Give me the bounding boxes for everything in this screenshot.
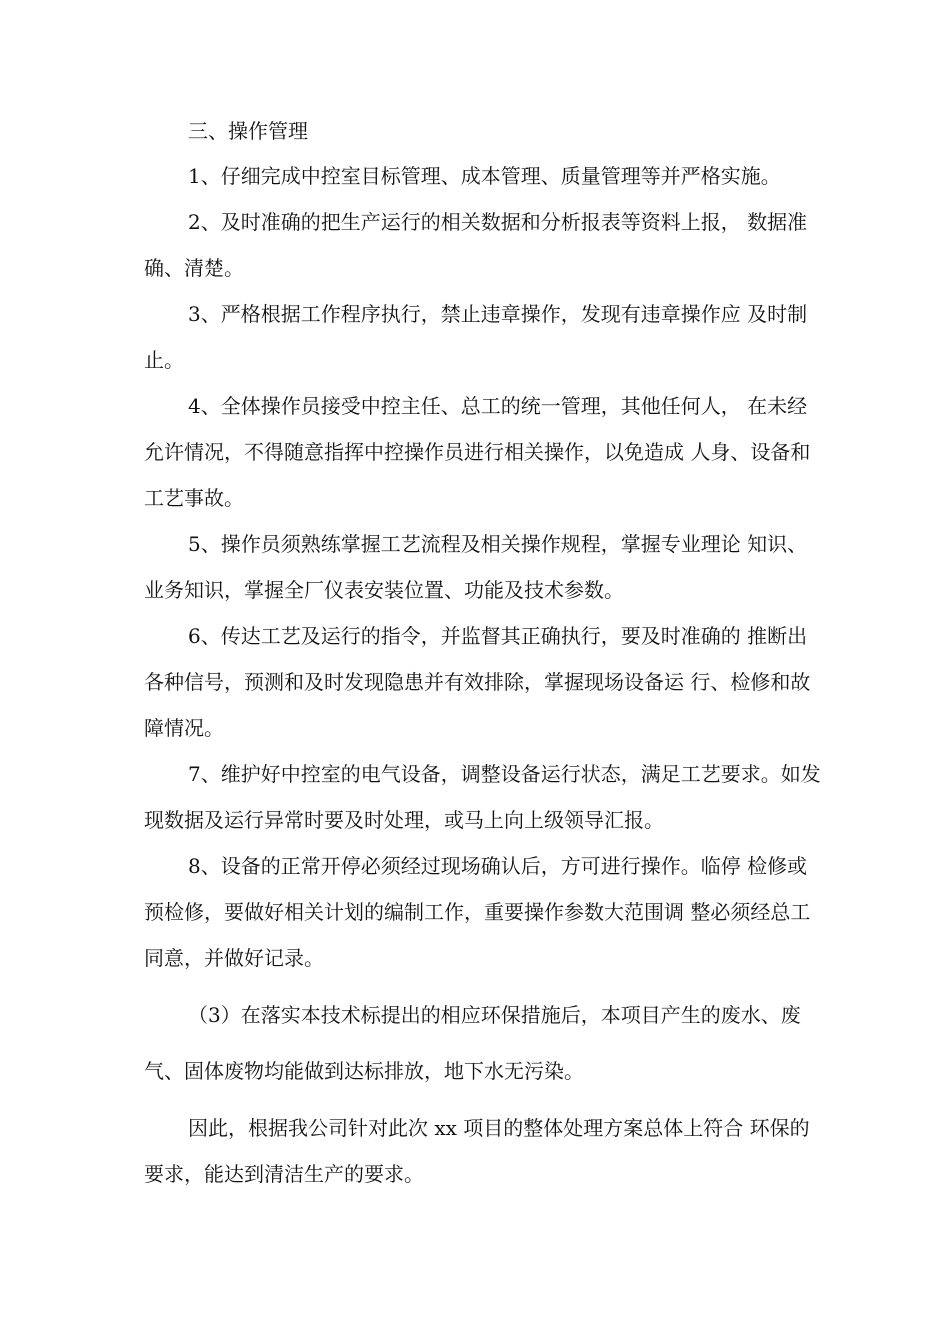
item-1: 1、仔细完成中控室目标管理、成本管理、质量管理等并严格实施。 xyxy=(188,164,781,188)
item-8: 8、设备的正常开停必须经过现场确认后，方可进行操作。临停 检修或预检修，要做好相关计划的编制工作，重要操作参数大范围调 整必须经总工同意，并做好记录。 xyxy=(144,854,811,970)
conclusion-paragraph: 因此，根据我公司针对此次 xx 项目的整体处理方案总体上符合 环保的要求，能达到清洁生产的要求。 xyxy=(144,1116,810,1186)
document-body xyxy=(144,108,824,1197)
item-4: 4、全体操作员接受中控主任、总工的统一管理，其他任何人， 在未经允许情况，不得随意指挥中控操作员进行相关操作，以免造成 人身、设备和工艺事故。 xyxy=(144,394,811,510)
env-paragraph: （3）在落实本技术标提出的相应环保措施后，本项目产生的废水、废气、固体废物均能做到达标排放，地下水无污染。 xyxy=(144,1003,801,1083)
item-6: 6、传达工艺及运行的指令，并监督其正确执行，要及时准确的 推断出各种信号，预测和及时发现隐患并有效排除，掌握现场设备运 行、检修和故障情况。 xyxy=(144,624,811,740)
item-2: 2、及时准确的把生产运行的相关数据和分析报表等资料上报， 数据准确、清楚。 xyxy=(144,210,808,280)
item-3: 3、严格根据工作程序执行，禁止违章操作，发现有违章操作应 及时制止。 xyxy=(144,302,808,372)
item-7: 7、维护好中控室的电气设备，调整设备运行状态，满足工艺要求。如发现数据及运行异常时要及时处理，或马上向上级领导汇报。 xyxy=(144,762,821,832)
item-5: 5、操作员须熟练掌握工艺流程及相关操作规程，掌握专业理论 知识、业务知识，掌握全厂仪表安装位置、功能及技术参数。 xyxy=(144,532,808,602)
section-heading: 三、操作管理 xyxy=(188,119,308,143)
